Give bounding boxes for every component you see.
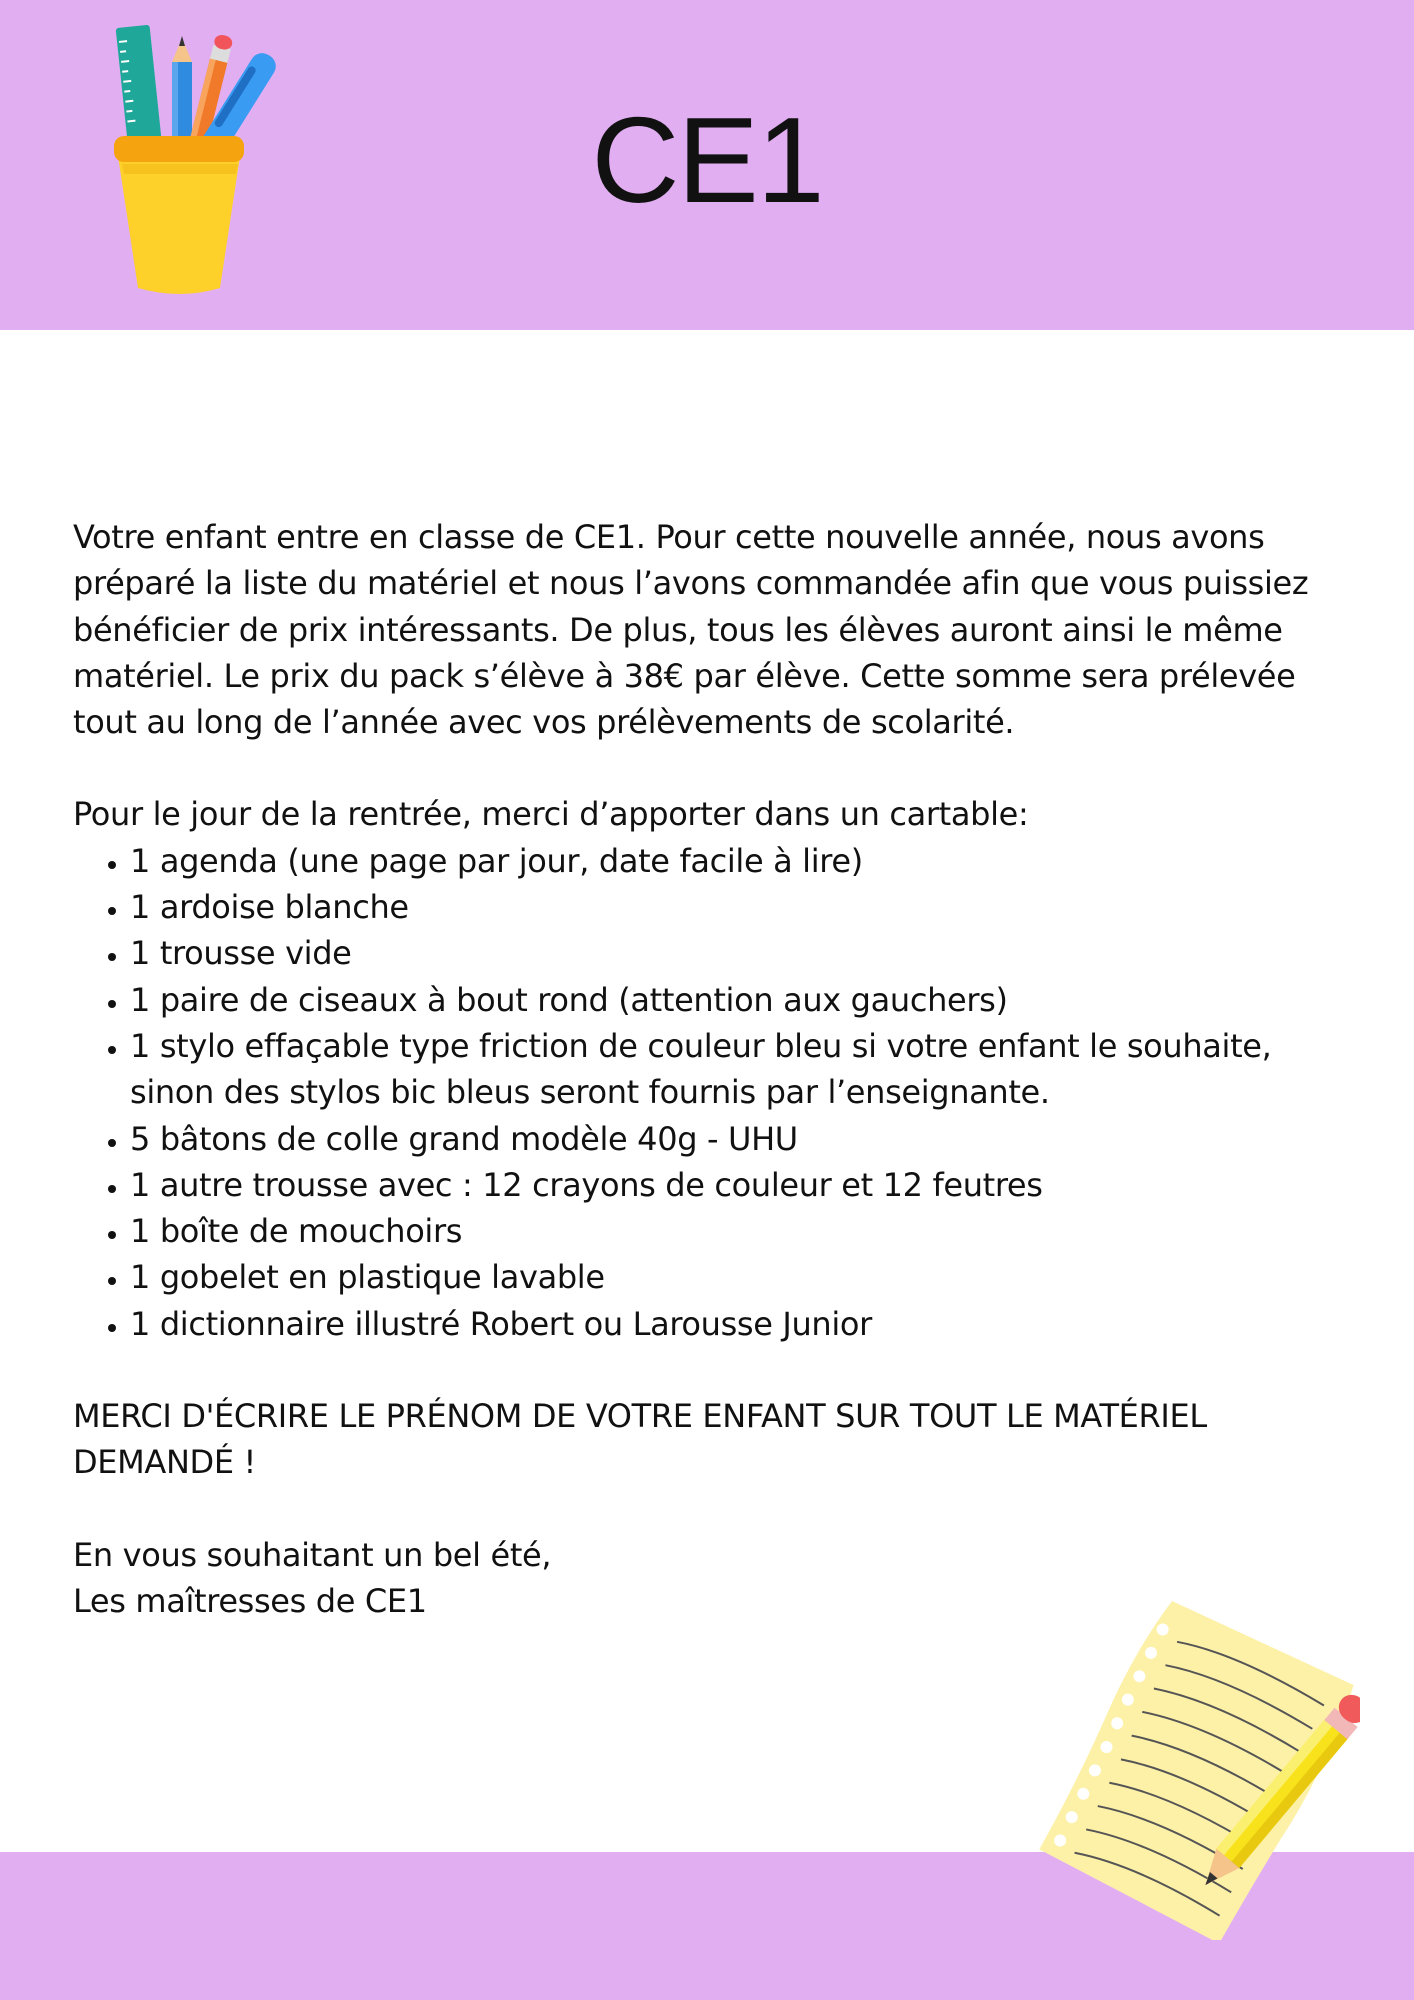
paragraph-spacer bbox=[73, 1347, 1353, 1393]
list-item: • 1 gobelet en plastique lavable bbox=[130, 1254, 1353, 1300]
list-intro: Pour le jour de la rentrée, merci d’apporter dans un cartable: bbox=[73, 795, 1029, 834]
list-item: • 1 paire de ciseaux à bout rond (attention aux gauchers) bbox=[130, 977, 1353, 1023]
name-notice: MERCI D'ÉCRIRE LE PRÉNOM DE VOTRE ENFANT SUR TOUT LE MATÉRIEL DEMANDÉ ! bbox=[73, 1397, 1207, 1482]
list-item: • 1 agenda (une page par jour, date facile à lire) bbox=[130, 838, 1353, 884]
signature: Les maîtresses de CE1 bbox=[73, 1581, 427, 1620]
closing-line: En vous souhaitant un bel été, bbox=[73, 1535, 552, 1574]
list-item: • 1 trousse vide bbox=[130, 930, 1353, 976]
letter-body bbox=[73, 514, 1353, 1624]
intro-paragraph: Votre enfant entre en classe de CE1. Pour cette nouvelle année, nous avons préparé la liste du matériel et nous l’avons commandée afin que vous puissiez bénéficier de prix intéressants. De plus, tous les élèves auront ainsi le même matériel. Le prix du pack s’élève à 38€ par élève. Cette somme sera prélevée tout au long de l’année avec vos prélèvements de scolarité. bbox=[73, 518, 1309, 742]
paragraph-spacer bbox=[73, 745, 1353, 791]
list-item: • 5 bâtons de colle grand modèle 40g - UHU bbox=[130, 1116, 1353, 1162]
list-item: • 1 stylo effaçable type friction de couleur bleu si votre enfant le souhaite, sinon des stylos bic bleus seront fournis par l’enseignante. bbox=[130, 1023, 1353, 1116]
notepad-pencil-icon bbox=[1020, 1600, 1360, 1940]
page-title: CE1 bbox=[591, 92, 823, 228]
list-item: • 1 dictionnaire illustré Robert ou Larousse Junior bbox=[130, 1301, 1353, 1347]
list-item: • 1 ardoise blanche bbox=[130, 884, 1353, 930]
list-item: • 1 autre trousse avec : 12 crayons de couleur et 12 feutres bbox=[130, 1162, 1353, 1208]
list-item: • 1 boîte de mouchoirs bbox=[130, 1208, 1353, 1254]
paragraph-spacer bbox=[73, 1486, 1353, 1532]
supply-list bbox=[73, 838, 1353, 1347]
